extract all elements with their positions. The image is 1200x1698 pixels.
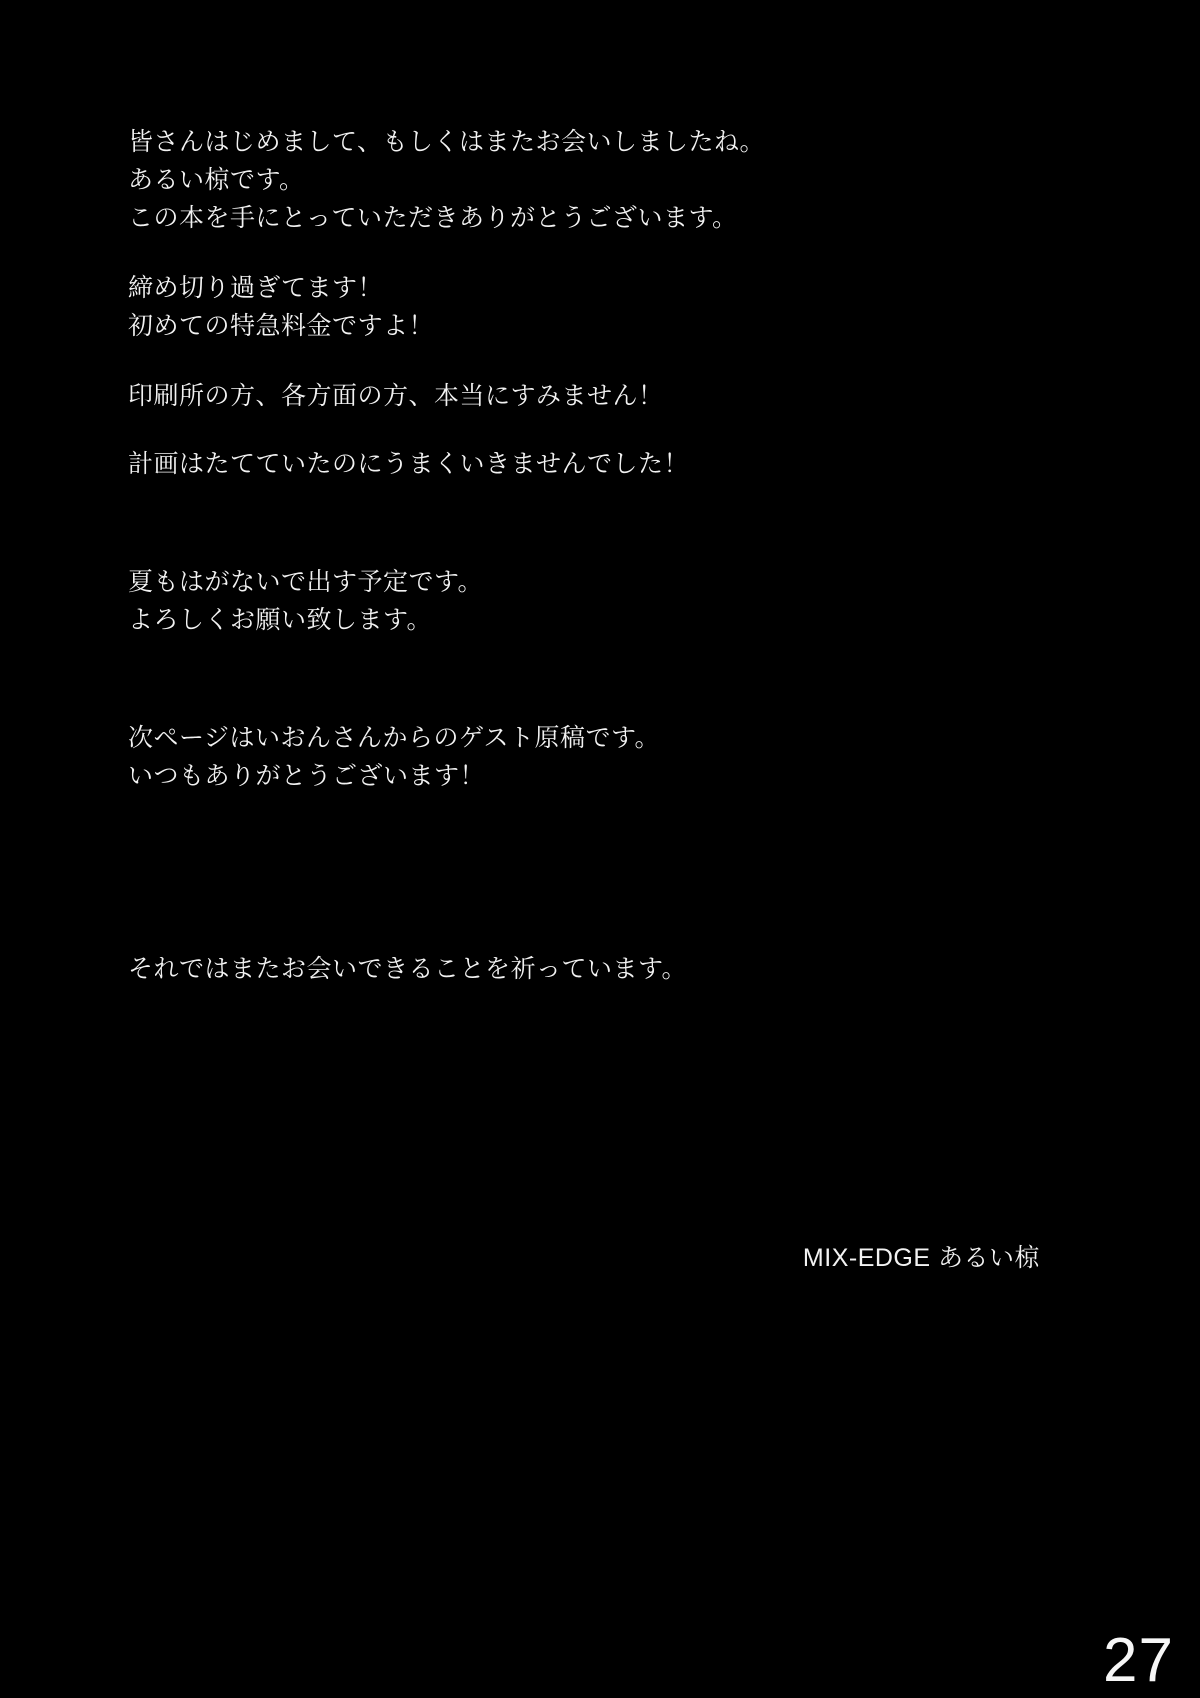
paragraph-summer	[128, 570, 1028, 633]
text-line: 印刷所の方、各方面の方、本当にすみません！	[128, 382, 664, 410]
paragraph-apology	[128, 384, 1028, 409]
text-line: それではまたお会いできることを祈っています。	[128, 955, 688, 983]
text-line: よろしくお願い致します。	[128, 606, 433, 634]
paragraph-spacer	[128, 422, 1028, 452]
text-line: 初めての特急料金ですよ！	[128, 312, 435, 340]
afterword-text-block	[128, 130, 1028, 995]
paragraph-greeting	[128, 130, 1028, 231]
paragraph-guest	[128, 726, 1028, 789]
text-line: 締め切り過ぎてます！	[128, 274, 384, 302]
paragraph-spacer	[128, 802, 1028, 957]
paragraph-closing	[128, 957, 1028, 982]
text-line: いつもありがとうございます！	[128, 762, 486, 790]
paragraph-plan	[128, 452, 1028, 477]
page-number: 27	[1103, 1626, 1174, 1695]
paragraph-spacer	[128, 352, 1028, 384]
text-line: 計画はたてていたのにうまくいきませんでした！	[128, 450, 690, 478]
author-signature: MIX-EDGE あるい椋	[802, 1244, 1040, 1272]
text-line: 次ページはいおんさんからのゲスト原稿です。	[128, 724, 661, 752]
text-line: あるい椋です。	[128, 166, 305, 194]
paragraph-deadline	[128, 276, 1028, 339]
text-line: 夏もはがないで出す予定です。	[128, 568, 484, 596]
text-line: 皆さんはじめまして、もしくはまたお会いしましたね。	[128, 128, 766, 156]
text-line: この本を手にとっていただきありがとうございます。	[128, 204, 738, 232]
paragraph-spacer	[128, 244, 1028, 276]
paragraph-spacer	[128, 490, 1028, 570]
paragraph-spacer	[128, 646, 1028, 726]
